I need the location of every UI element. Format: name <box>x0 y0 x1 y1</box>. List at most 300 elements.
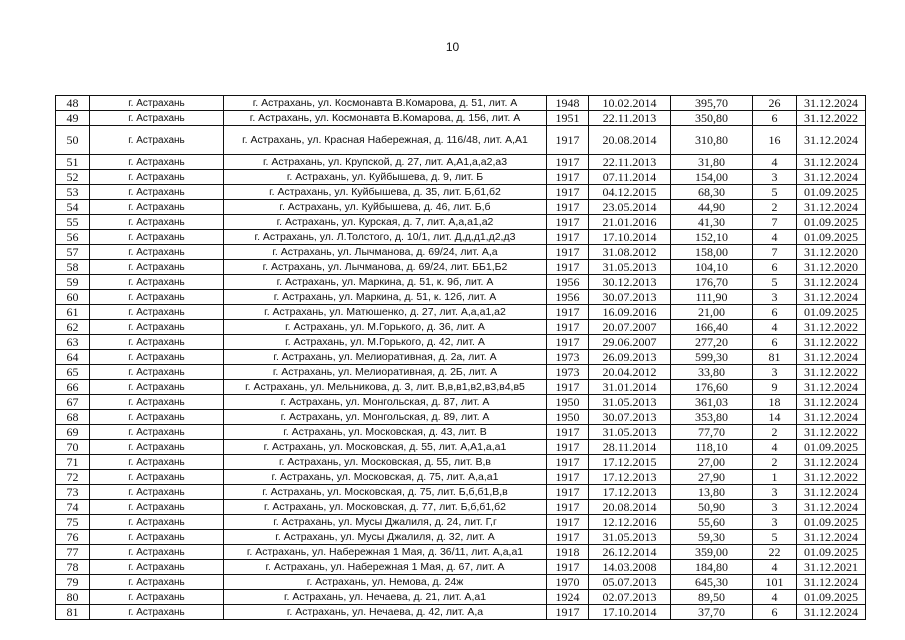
area-cell: 599,30 <box>671 350 753 365</box>
city-cell: г. Астрахань <box>90 126 224 155</box>
count-cell: 3 <box>753 365 797 380</box>
address-cell: г. Астрахань, ул. М.Горького, д. 42, лит. А <box>224 335 547 350</box>
count-cell: 3 <box>753 485 797 500</box>
year-cell: 1917 <box>547 470 589 485</box>
table-row <box>56 395 866 410</box>
row-number-cell: 48 <box>56 96 90 111</box>
count-cell: 101 <box>753 575 797 590</box>
area-cell: 152,10 <box>671 230 753 245</box>
date-cell: 31.01.2014 <box>589 380 671 395</box>
date-cell: 20.08.2014 <box>589 126 671 155</box>
date-cell: 17.12.2013 <box>589 485 671 500</box>
deadline-cell: 31.12.2022 <box>797 470 866 485</box>
table-row <box>56 485 866 500</box>
area-cell: 41,30 <box>671 215 753 230</box>
address-cell: г. Астрахань, ул. Мелиоративная, д. 2Б, лит. А <box>224 365 547 380</box>
area-cell: 111,90 <box>671 290 753 305</box>
registry-table <box>55 95 866 620</box>
table-row <box>56 155 866 170</box>
city-cell: г. Астрахань <box>90 335 224 350</box>
count-cell: 6 <box>753 605 797 620</box>
row-number-cell: 60 <box>56 290 90 305</box>
area-cell: 361,03 <box>671 395 753 410</box>
row-number-cell: 78 <box>56 560 90 575</box>
address-cell: г. Астрахань, ул. Мусы Джалиля, д. 24, лит. Г,г <box>224 515 547 530</box>
area-cell: 44,90 <box>671 200 753 215</box>
city-cell: г. Астрахань <box>90 515 224 530</box>
area-cell: 89,50 <box>671 590 753 605</box>
table-row <box>56 126 866 155</box>
area-cell: 27,90 <box>671 470 753 485</box>
area-cell: 55,60 <box>671 515 753 530</box>
city-cell: г. Астрахань <box>90 425 224 440</box>
page-number: 10 <box>445 40 460 54</box>
city-cell: г. Астрахань <box>90 275 224 290</box>
area-cell: 353,80 <box>671 410 753 425</box>
city-cell: г. Астрахань <box>90 365 224 380</box>
city-cell: г. Астрахань <box>90 111 224 126</box>
city-cell: г. Астрахань <box>90 350 224 365</box>
date-cell: 02.07.2013 <box>589 590 671 605</box>
year-cell: 1956 <box>547 290 589 305</box>
city-cell: г. Астрахань <box>90 455 224 470</box>
date-cell: 14.03.2008 <box>589 560 671 575</box>
city-cell: г. Астрахань <box>90 185 224 200</box>
table-row <box>56 500 866 515</box>
deadline-cell: 31.12.2024 <box>797 96 866 111</box>
city-cell: г. Астрахань <box>90 470 224 485</box>
deadline-cell: 31.12.2022 <box>797 365 866 380</box>
row-number-cell: 61 <box>56 305 90 320</box>
deadline-cell: 31.12.2024 <box>797 170 866 185</box>
date-cell: 10.02.2014 <box>589 96 671 111</box>
count-cell: 3 <box>753 290 797 305</box>
address-cell: г. Астрахань, ул. Монгольская, д. 87, лит. А <box>224 395 547 410</box>
year-cell: 1917 <box>547 260 589 275</box>
date-cell: 22.11.2013 <box>589 155 671 170</box>
count-cell: 22 <box>753 545 797 560</box>
date-cell: 16.09.2016 <box>589 305 671 320</box>
city-cell: г. Астрахань <box>90 485 224 500</box>
deadline-cell: 31.12.2024 <box>797 126 866 155</box>
year-cell: 1917 <box>547 305 589 320</box>
row-number-cell: 51 <box>56 155 90 170</box>
area-cell: 154,00 <box>671 170 753 185</box>
year-cell: 1917 <box>547 560 589 575</box>
table-row <box>56 545 866 560</box>
year-cell: 1970 <box>547 575 589 590</box>
area-cell: 310,80 <box>671 126 753 155</box>
year-cell: 1917 <box>547 185 589 200</box>
area-cell: 158,00 <box>671 245 753 260</box>
address-cell: г. Астрахань, ул. Московская, д. 75, лит. Б,б,б1,В,в <box>224 485 547 500</box>
year-cell: 1917 <box>547 380 589 395</box>
date-cell: 31.05.2013 <box>589 260 671 275</box>
count-cell: 4 <box>753 230 797 245</box>
date-cell: 31.05.2013 <box>589 425 671 440</box>
table-row <box>56 515 866 530</box>
row-number-cell: 70 <box>56 440 90 455</box>
city-cell: г. Астрахань <box>90 590 224 605</box>
deadline-cell: 31.12.2022 <box>797 335 866 350</box>
date-cell: 23.05.2014 <box>589 200 671 215</box>
area-cell: 68,30 <box>671 185 753 200</box>
address-cell: г. Астрахань, ул. Маркина, д. 51, к. 9б, лит. А <box>224 275 547 290</box>
count-cell: 6 <box>753 260 797 275</box>
year-cell: 1917 <box>547 335 589 350</box>
year-cell: 1917 <box>547 455 589 470</box>
row-number-cell: 69 <box>56 425 90 440</box>
table-row <box>56 245 866 260</box>
address-cell: г. Астрахань, ул. Куйбышева, д. 9, лит. Б <box>224 170 547 185</box>
table-row <box>56 111 866 126</box>
row-number-cell: 55 <box>56 215 90 230</box>
area-cell: 104,10 <box>671 260 753 275</box>
address-cell: г. Астрахань, ул. Маркина, д. 51, к. 12б, лит. А <box>224 290 547 305</box>
deadline-cell: 31.12.2024 <box>797 380 866 395</box>
address-cell: г. Астрахань, ул. Лычманова, д. 69/24, лит. ББ1,Б2 <box>224 260 547 275</box>
year-cell: 1917 <box>547 500 589 515</box>
count-cell: 5 <box>753 530 797 545</box>
city-cell: г. Астрахань <box>90 200 224 215</box>
year-cell: 1918 <box>547 545 589 560</box>
table-row <box>56 170 866 185</box>
count-cell: 3 <box>753 170 797 185</box>
row-number-cell: 58 <box>56 260 90 275</box>
table-row <box>56 575 866 590</box>
count-cell: 4 <box>753 440 797 455</box>
city-cell: г. Астрахань <box>90 530 224 545</box>
count-cell: 16 <box>753 126 797 155</box>
count-cell: 1 <box>753 470 797 485</box>
table-row <box>56 365 866 380</box>
year-cell: 1948 <box>547 96 589 111</box>
city-cell: г. Астрахань <box>90 560 224 575</box>
count-cell: 81 <box>753 350 797 365</box>
table-row <box>56 260 866 275</box>
address-cell: г. Астрахань, ул. Курская, д. 7, лит. А,а,а1,а2 <box>224 215 547 230</box>
deadline-cell: 01.09.2025 <box>797 230 866 245</box>
city-cell: г. Астрахань <box>90 155 224 170</box>
count-cell: 14 <box>753 410 797 425</box>
year-cell: 1917 <box>547 320 589 335</box>
city-cell: г. Астрахань <box>90 380 224 395</box>
area-cell: 77,70 <box>671 425 753 440</box>
year-cell: 1917 <box>547 605 589 620</box>
address-cell: г. Астрахань, ул. Московская, д. 55, лит. В,в <box>224 455 547 470</box>
deadline-cell: 31.12.2022 <box>797 320 866 335</box>
row-number-cell: 52 <box>56 170 90 185</box>
year-cell: 1917 <box>547 485 589 500</box>
area-cell: 31,80 <box>671 155 753 170</box>
year-cell: 1951 <box>547 111 589 126</box>
date-cell: 31.08.2012 <box>589 245 671 260</box>
area-cell: 37,70 <box>671 605 753 620</box>
table-row <box>56 425 866 440</box>
count-cell: 4 <box>753 155 797 170</box>
count-cell: 2 <box>753 200 797 215</box>
address-cell: г. Астрахань, ул. Куйбышева, д. 46, лит. Б,б <box>224 200 547 215</box>
city-cell: г. Астрахань <box>90 230 224 245</box>
date-cell: 30.07.2013 <box>589 290 671 305</box>
area-cell: 359,00 <box>671 545 753 560</box>
count-cell: 4 <box>753 560 797 575</box>
area-cell: 166,40 <box>671 320 753 335</box>
address-cell: г. Астрахань, ул. Московская, д. 55, лит. А,А1,а,а1 <box>224 440 547 455</box>
row-number-cell: 67 <box>56 395 90 410</box>
table-row <box>56 335 866 350</box>
area-cell: 21,00 <box>671 305 753 320</box>
city-cell: г. Астрахань <box>90 305 224 320</box>
table-body <box>56 96 866 620</box>
deadline-cell: 31.12.2021 <box>797 560 866 575</box>
deadline-cell: 31.12.2020 <box>797 245 866 260</box>
city-cell: г. Астрахань <box>90 395 224 410</box>
row-number-cell: 80 <box>56 590 90 605</box>
table-row <box>56 410 866 425</box>
count-cell: 9 <box>753 380 797 395</box>
date-cell: 29.06.2007 <box>589 335 671 350</box>
row-number-cell: 66 <box>56 380 90 395</box>
count-cell: 3 <box>753 500 797 515</box>
address-cell: г. Астрахань, ул. Космонавта В.Комарова, д. 51, лит. А <box>224 96 547 111</box>
area-cell: 27,00 <box>671 455 753 470</box>
year-cell: 1917 <box>547 215 589 230</box>
address-cell: г. Астрахань, ул. Набережная 1 Мая, д. 67, лит. А <box>224 560 547 575</box>
area-cell: 395,70 <box>671 96 753 111</box>
area-cell: 176,60 <box>671 380 753 395</box>
area-cell: 33,80 <box>671 365 753 380</box>
address-cell: г. Астрахань, ул. Нечаева, д. 21, лит. А,а1 <box>224 590 547 605</box>
deadline-cell: 31.12.2024 <box>797 500 866 515</box>
table-row <box>56 380 866 395</box>
year-cell: 1917 <box>547 440 589 455</box>
row-number-cell: 71 <box>56 455 90 470</box>
address-cell: г. Астрахань, ул. М.Горького, д. 36, лит. А <box>224 320 547 335</box>
row-number-cell: 77 <box>56 545 90 560</box>
address-cell: г. Астрахань, ул. Набережная 1 Мая, д. 36/11, лит. А,а,а1 <box>224 545 547 560</box>
address-cell: г. Астрахань, ул. Московская, д. 43, лит. В <box>224 425 547 440</box>
city-cell: г. Астрахань <box>90 575 224 590</box>
deadline-cell: 01.09.2025 <box>797 305 866 320</box>
area-cell: 13,80 <box>671 485 753 500</box>
row-number-cell: 62 <box>56 320 90 335</box>
row-number-cell: 72 <box>56 470 90 485</box>
date-cell: 20.08.2014 <box>589 500 671 515</box>
city-cell: г. Астрахань <box>90 215 224 230</box>
city-cell: г. Астрахань <box>90 96 224 111</box>
date-cell: 17.12.2013 <box>589 470 671 485</box>
date-cell: 20.04.2012 <box>589 365 671 380</box>
table-row <box>56 455 866 470</box>
table-row <box>56 215 866 230</box>
address-cell: г. Астрахань, ул. Космонавта В.Комарова, д. 156, лит. А <box>224 111 547 126</box>
count-cell: 2 <box>753 425 797 440</box>
row-number-cell: 57 <box>56 245 90 260</box>
year-cell: 1917 <box>547 230 589 245</box>
year-cell: 1973 <box>547 350 589 365</box>
address-cell: г. Астрахань, ул. Московская, д. 77, лит. Б,б,б1,б2 <box>224 500 547 515</box>
count-cell: 4 <box>753 320 797 335</box>
deadline-cell: 01.09.2025 <box>797 515 866 530</box>
deadline-cell: 31.12.2024 <box>797 275 866 290</box>
row-number-cell: 63 <box>56 335 90 350</box>
date-cell: 05.07.2013 <box>589 575 671 590</box>
count-cell: 3 <box>753 515 797 530</box>
table-row <box>56 290 866 305</box>
city-cell: г. Астрахань <box>90 245 224 260</box>
deadline-cell: 31.12.2024 <box>797 410 866 425</box>
address-cell: г. Астрахань, ул. Крупской, д. 27, лит. А,А1,а,а2,а3 <box>224 155 547 170</box>
deadline-cell: 31.12.2022 <box>797 425 866 440</box>
table-row <box>56 185 866 200</box>
year-cell: 1917 <box>547 515 589 530</box>
date-cell: 17.10.2014 <box>589 230 671 245</box>
row-number-cell: 49 <box>56 111 90 126</box>
address-cell: г. Астрахань, ул. Матюшенко, д. 27, лит. А,а,а1,а2 <box>224 305 547 320</box>
address-cell: г. Астрахань, ул. Нечаева, д. 42, лит. А,а <box>224 605 547 620</box>
count-cell: 2 <box>753 455 797 470</box>
deadline-cell: 31.12.2024 <box>797 350 866 365</box>
table-row <box>56 440 866 455</box>
row-number-cell: 53 <box>56 185 90 200</box>
city-cell: г. Астрахань <box>90 545 224 560</box>
address-cell: г. Астрахань, ул. Лычманова, д. 69/24, лит. А,а <box>224 245 547 260</box>
address-cell: г. Астрахань, ул. Мусы Джалиля, д. 32, лит. А <box>224 530 547 545</box>
city-cell: г. Астрахань <box>90 320 224 335</box>
city-cell: г. Астрахань <box>90 500 224 515</box>
row-number-cell: 54 <box>56 200 90 215</box>
area-cell: 176,70 <box>671 275 753 290</box>
city-cell: г. Астрахань <box>90 605 224 620</box>
date-cell: 17.10.2014 <box>589 605 671 620</box>
row-number-cell: 79 <box>56 575 90 590</box>
deadline-cell: 31.12.2024 <box>797 455 866 470</box>
count-cell: 6 <box>753 305 797 320</box>
year-cell: 1917 <box>547 425 589 440</box>
address-cell: г. Астрахань, ул. Красная Набережная, д. 116/48, лит. А,А1 <box>224 126 547 155</box>
area-cell: 350,80 <box>671 111 753 126</box>
table-row <box>56 200 866 215</box>
count-cell: 4 <box>753 590 797 605</box>
table-row <box>56 230 866 245</box>
year-cell: 1917 <box>547 530 589 545</box>
deadline-cell: 01.09.2025 <box>797 185 866 200</box>
table-row <box>56 470 866 485</box>
year-cell: 1917 <box>547 170 589 185</box>
deadline-cell: 31.12.2024 <box>797 200 866 215</box>
city-cell: г. Астрахань <box>90 260 224 275</box>
address-cell: г. Астрахань, ул. Л.Толстого, д. 10/1, лит. Д,д,д1,д2,д3 <box>224 230 547 245</box>
deadline-cell: 31.12.2024 <box>797 395 866 410</box>
city-cell: г. Астрахань <box>90 410 224 425</box>
address-cell: г. Астрахань, ул. Московская, д. 75, лит. А,а,а1 <box>224 470 547 485</box>
date-cell: 30.12.2013 <box>589 275 671 290</box>
year-cell: 1917 <box>547 126 589 155</box>
date-cell: 12.12.2016 <box>589 515 671 530</box>
date-cell: 20.07.2007 <box>589 320 671 335</box>
date-cell: 21.01.2016 <box>589 215 671 230</box>
city-cell: г. Астрахань <box>90 170 224 185</box>
address-cell: г. Астрахань, ул. Куйбышева, д. 35, лит. Б,б1,б2 <box>224 185 547 200</box>
date-cell: 31.05.2013 <box>589 530 671 545</box>
table-row <box>56 560 866 575</box>
count-cell: 5 <box>753 185 797 200</box>
count-cell: 6 <box>753 111 797 126</box>
year-cell: 1924 <box>547 590 589 605</box>
year-cell: 1917 <box>547 155 589 170</box>
row-number-cell: 68 <box>56 410 90 425</box>
row-number-cell: 59 <box>56 275 90 290</box>
area-cell: 184,80 <box>671 560 753 575</box>
count-cell: 7 <box>753 215 797 230</box>
year-cell: 1956 <box>547 275 589 290</box>
address-cell: г. Астрахань, ул. Мелиоративная, д. 2а, лит. А <box>224 350 547 365</box>
table-row <box>56 275 866 290</box>
row-number-cell: 76 <box>56 530 90 545</box>
date-cell: 31.05.2013 <box>589 395 671 410</box>
deadline-cell: 01.09.2025 <box>797 440 866 455</box>
date-cell: 17.12.2015 <box>589 455 671 470</box>
area-cell: 118,10 <box>671 440 753 455</box>
deadline-cell: 31.12.2024 <box>797 290 866 305</box>
deadline-cell: 31.12.2022 <box>797 111 866 126</box>
year-cell: 1917 <box>547 200 589 215</box>
row-number-cell: 75 <box>56 515 90 530</box>
deadline-cell: 01.09.2025 <box>797 545 866 560</box>
deadline-cell: 31.12.2024 <box>797 575 866 590</box>
year-cell: 1973 <box>547 365 589 380</box>
row-number-cell: 74 <box>56 500 90 515</box>
row-number-cell: 73 <box>56 485 90 500</box>
date-cell: 26.12.2014 <box>589 545 671 560</box>
address-cell: г. Астрахань, ул. Мельникова, д. 3, лит. В,в,в1,в2,в3,в4,в5 <box>224 380 547 395</box>
deadline-cell: 01.09.2025 <box>797 215 866 230</box>
deadline-cell: 31.12.2020 <box>797 260 866 275</box>
table-row <box>56 320 866 335</box>
table-row <box>56 96 866 111</box>
area-cell: 50,90 <box>671 500 753 515</box>
table-row <box>56 305 866 320</box>
count-cell: 18 <box>753 395 797 410</box>
year-cell: 1917 <box>547 245 589 260</box>
deadline-cell: 31.12.2024 <box>797 605 866 620</box>
date-cell: 30.07.2013 <box>589 410 671 425</box>
count-cell: 7 <box>753 245 797 260</box>
address-cell: г. Астрахань, ул. Монгольская, д. 89, лит. А <box>224 410 547 425</box>
table-row <box>56 605 866 620</box>
deadline-cell: 31.12.2024 <box>797 155 866 170</box>
date-cell: 04.12.2015 <box>589 185 671 200</box>
area-cell: 645,30 <box>671 575 753 590</box>
count-cell: 26 <box>753 96 797 111</box>
year-cell: 1950 <box>547 410 589 425</box>
date-cell: 26.09.2013 <box>589 350 671 365</box>
row-number-cell: 64 <box>56 350 90 365</box>
deadline-cell: 01.09.2025 <box>797 590 866 605</box>
row-number-cell: 56 <box>56 230 90 245</box>
count-cell: 6 <box>753 335 797 350</box>
date-cell: 07.11.2014 <box>589 170 671 185</box>
table-row <box>56 530 866 545</box>
deadline-cell: 31.12.2024 <box>797 530 866 545</box>
count-cell: 5 <box>753 275 797 290</box>
row-number-cell: 50 <box>56 126 90 155</box>
row-number-cell: 65 <box>56 365 90 380</box>
table-row <box>56 350 866 365</box>
address-cell: г. Астрахань, ул. Немова, д. 24ж <box>224 575 547 590</box>
city-cell: г. Астрахань <box>90 440 224 455</box>
